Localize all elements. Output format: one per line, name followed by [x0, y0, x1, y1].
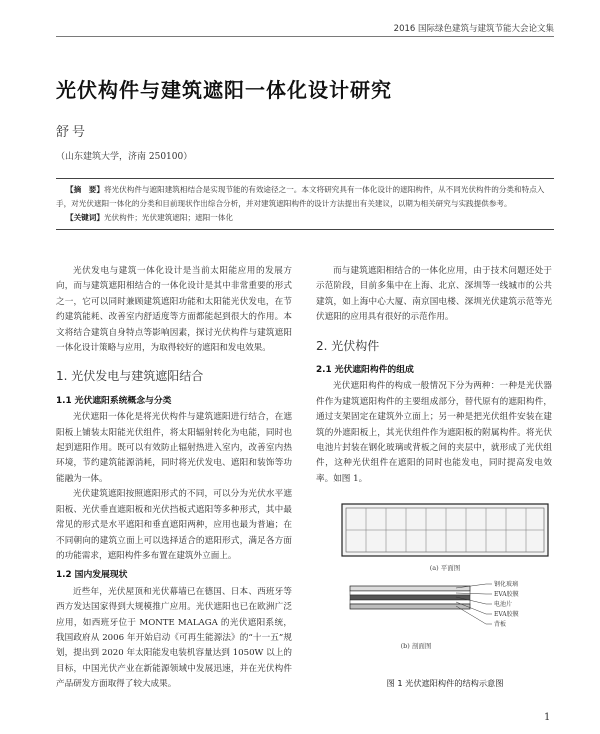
- section-2-1-paragraph: 光伏遮阳构件的构成一般情况下分为两种：一种是光伏器件作为建筑遮阳构件的主要组成部分，替代原有的遮阳构件，通过支架固定在建筑外立面上；另一种是把光伏组件安装在建筑的外遮阳板上，其光伏组件作为遮阳板的附属构件。将光伏电池片封装在钢化玻璃或背板之间的夹层中，就形成了光伏组件，这种光伏组件在遮阳的同时也能发电，同时提高发电效率。如图 1。: [316, 381, 552, 484]
- panel-a-label: (a) 平面图: [429, 564, 461, 572]
- section-1-heading: 1. 光伏发电与建筑遮阳结合: [56, 369, 204, 384]
- abstract-paragraph: [56, 183, 554, 211]
- running-header: 2016 国际绿色建筑与建筑节能大会论文集: [393, 24, 554, 34]
- author-affiliation: （山东建筑大学，济南 250100）: [56, 152, 193, 162]
- panel-b-label: (b) 剖面图: [400, 642, 432, 650]
- section-2-1-heading: 2.1 光伏遮阳构件的组成: [316, 365, 414, 376]
- callout-label: 钢化玻璃: [494, 581, 519, 588]
- page-number: 1: [544, 712, 551, 723]
- right-column: [316, 264, 552, 487]
- author-name: 舒号: [56, 125, 89, 140]
- callout-label: EVA胶膜: [494, 611, 519, 618]
- callout-label: 背板: [494, 621, 507, 628]
- section-1-2-paragraph: 而与建筑遮阳相结合的一体化应用，由于技术问题还处于示范阶段，目前多集中在上海、北京、深圳等一线城市的公共建筑，如上海中心大厦、南京国电楼、深圳光伏建筑示范等光伏遮阳的应用具有很好的示范作用。: [316, 266, 552, 323]
- callout-label: EVA胶膜: [494, 591, 519, 598]
- section-2-heading: 2. 光伏构件: [316, 338, 380, 353]
- header-rule: [56, 36, 554, 37]
- figure-caption: 图 1 光伏遮阳构件的结构示意图: [386, 678, 504, 688]
- section-1-1-paragraph: 光伏建筑遮阳按照遮阳形式的不同，可以分为光伏水平遮阳板、光伏垂直遮阳板和光伏挡板式遮阳等多种形式，其中最常见的形式是水平遮阳和垂直遮阳两种，应用也最为普遍；在不同朝向的建筑立面上可以选择适合的遮阳形式，满足各方面的功能需求，遮阳构件多布置在建筑外立面上。: [56, 489, 292, 561]
- abstract-label: 【摘 要】: [66, 185, 104, 194]
- pv-module-diagram: [336, 500, 554, 670]
- section-1-1-paragraph: 光伏遮阳一体化是将光伏构件与建筑遮阳进行结合，在遮阳板上铺装太阳能光伏组件，将太阳辐射转化为电能，同时也起到遮阳作用。既可以有效防止辐射热进入室内，改善室内热环境，节约建筑能源消耗，同时将光伏发电、遮阳和装饰等功能融为一体。: [56, 412, 292, 484]
- section-view: [350, 580, 519, 628]
- keywords-text: 光伏构件；光伏建筑遮阳；遮阳一体化: [103, 213, 234, 222]
- section-1-2-heading: 1.2 国内发展现状: [56, 570, 128, 581]
- section-1-1-heading: 1.1 光伏遮阳系统概念与分类: [56, 395, 172, 406]
- abstract-text: 将光伏构件与遮阳建筑相结合是实现节能的有效途径之一。本文将研究具有一体化设计的遮阳构件，从不同光伏构件的分类和特点入手，对光伏遮阳一体化的分类和目前现状作出综合分析，并对建筑遮阳构件的设计方法提出有关建议，以期为相关研究与实践提供参考。: [56, 185, 545, 208]
- plan-view: [342, 504, 548, 556]
- keywords-paragraph: [56, 211, 554, 225]
- intro-paragraph: 光伏发电与建筑一体化设计是当前太阳能应用的发展方向，而与建筑遮阳相结合的一体化设计是其中非常重要的形式之一，它可以同时兼顾建筑遮阳功能和太阳能光伏发电，在节约建筑能耗、改善室内舒适度等方面都能起到很大的作用。本文将结合建筑自身特点等影响因素，探讨光伏构件与建筑遮阳一体化设计策略与应用，为取得较好的遮阳和发电效果。: [56, 266, 292, 354]
- paper-title: 光伏构件与建筑遮阳一体化设计研究: [56, 78, 392, 102]
- section-1-2-paragraph: 近些年，光伏屋顶和光伏幕墙已在德国、日本、西班牙等西方发达国家得到大规模推广应用。光伏遮阳也已在欧洲广泛应用，如西班牙位于 MONTE MALAGA 的光伏遮阳系统，我国政府从 2006 年开始启动《可再生能源法》的“十一五”规划，提出到 2020 年太阳能发电装机容量达到 1050W 以上的目标，中国光伏产业在新能源领域中发展迅速，并在光伏构件产品研发方面取得了较大成果。: [56, 586, 292, 690]
- callout-label: 电池片: [494, 601, 513, 608]
- figure-1: [336, 500, 554, 689]
- abstract-block: [56, 178, 554, 230]
- left-column: [56, 264, 292, 693]
- keywords-label: 【关键词】: [66, 213, 104, 222]
